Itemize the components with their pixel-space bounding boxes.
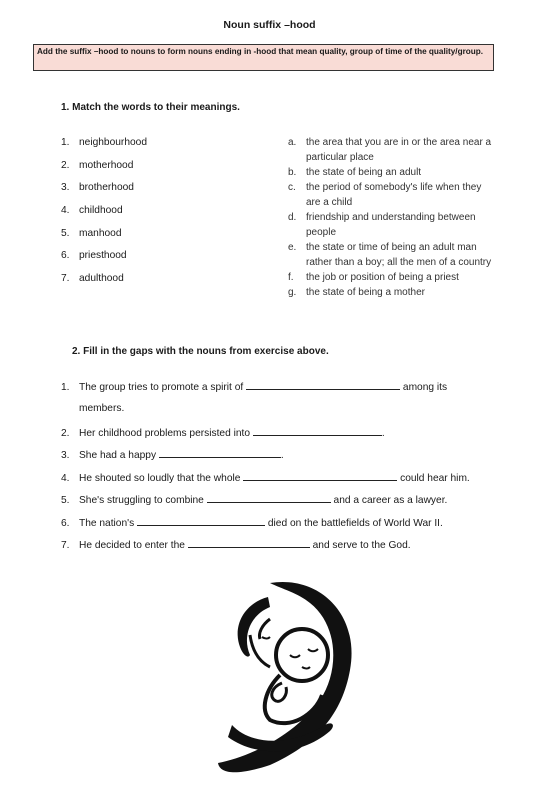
gap-sentence: 1. The group tries to promote a spirit of among its	[61, 382, 448, 393]
answer-blank[interactable]	[246, 380, 400, 390]
answer-blank[interactable]	[137, 516, 265, 526]
meaning-item: d. friendship and understanding between people	[288, 212, 476, 238]
page-title: Noun suffix –hood	[223, 19, 316, 31]
word-item: 7. adulthood	[61, 273, 124, 284]
gap-sentence: 5. She's struggling to combine and a career as a lawyer.	[61, 495, 448, 506]
answer-blank[interactable]	[207, 493, 331, 503]
gap-sentence-continuation: members.	[79, 403, 125, 414]
word-item: 2. motherhood	[61, 160, 134, 171]
meaning-item: b. the state of being an adult	[288, 167, 422, 178]
mother-and-baby-icon	[210, 575, 365, 780]
word-item: 5. manhood	[61, 228, 122, 239]
word-item: 3. brotherhood	[61, 182, 134, 193]
answer-blank[interactable]	[243, 471, 397, 481]
answer-blank[interactable]	[159, 448, 281, 458]
gap-sentence: 3. She had a happy .	[61, 450, 284, 461]
exercise1-heading: 1. Match the words to their meanings.	[61, 102, 240, 113]
meaning-item: g. the state of being a mother	[288, 287, 425, 298]
instruction-box: Add the suffix –hood to nouns to form nouns ending in -hood that mean quality, group of time of the quality/group.	[33, 44, 494, 71]
word-item: 1. neighbourhood	[61, 137, 147, 148]
meaning-item: a. the area that you are in or the area near a particular place	[288, 137, 492, 163]
gap-sentence: 6. The nation's died on the battlefields of World War II.	[61, 518, 443, 529]
gap-sentence: 2. Her childhood problems persisted into .	[61, 428, 385, 439]
word-item: 6. priesthood	[61, 250, 127, 261]
exercise2-heading: 2. Fill in the gaps with the nouns from exercise above.	[72, 346, 329, 357]
gap-sentence: 4. He shouted so loudly that the whole could hear him.	[61, 473, 470, 484]
word-item: 4. childhood	[61, 205, 123, 216]
gap-sentence: 7. He decided to enter the and serve to the God.	[61, 540, 411, 551]
answer-blank[interactable]	[253, 426, 382, 436]
meaning-item: f. the job or position of being a priest	[288, 272, 459, 283]
meaning-item: e. the state or time of being an adult man rather than a boy; all the men of a country	[288, 242, 492, 268]
answer-blank[interactable]	[188, 538, 310, 548]
meaning-item: c. the period of somebody's life when they are a child	[288, 182, 482, 208]
